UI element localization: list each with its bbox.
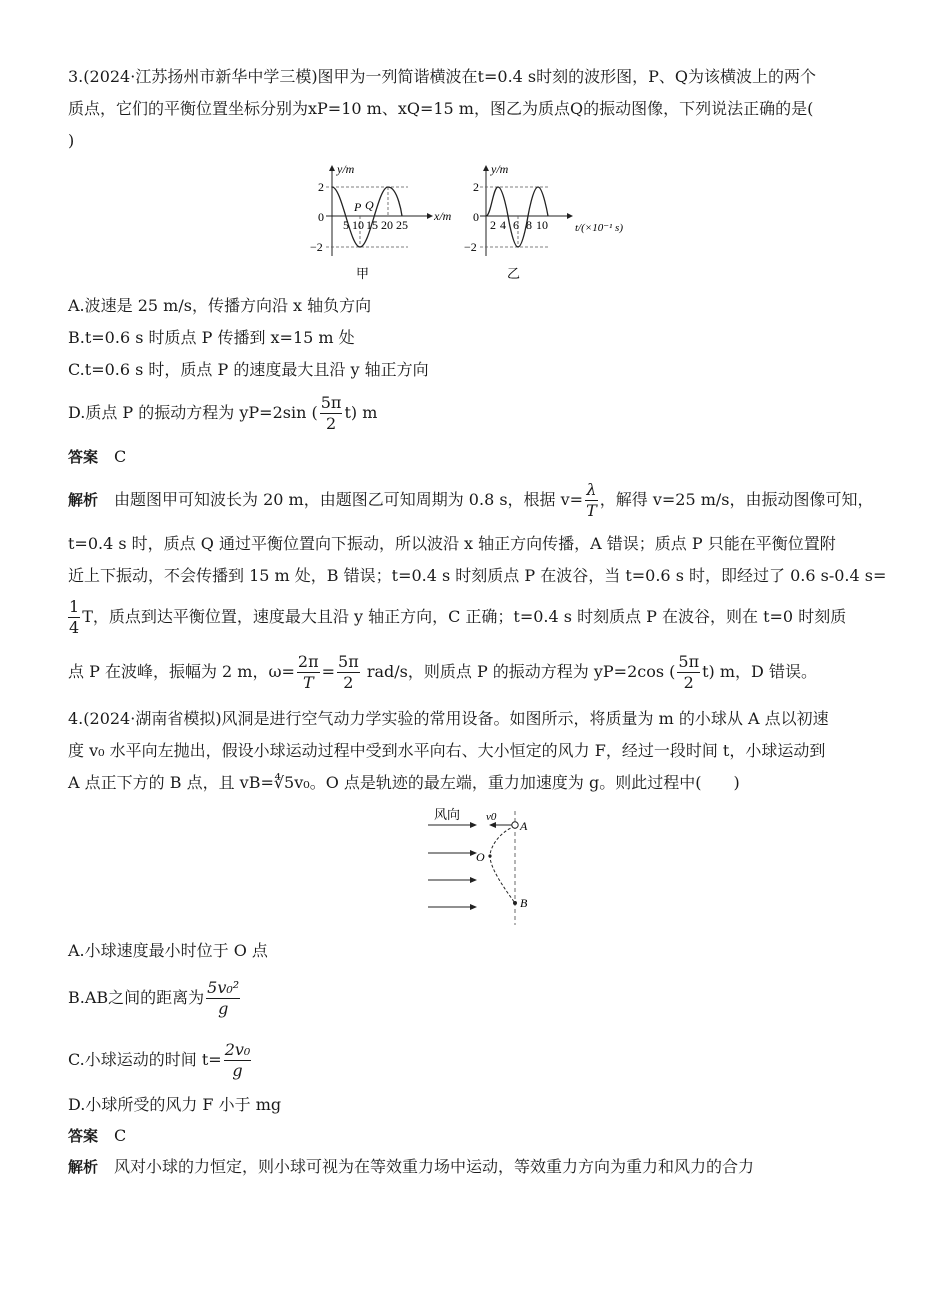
frac-den: T: [302, 673, 314, 692]
q3-option-d-fraction: [320, 393, 343, 434]
q4-analysis: [68, 1156, 754, 1178]
frac-den: T: [586, 501, 597, 520]
q4-stem-line-1: 4.(2024·湖南省模拟)风洞是进行空气动力学实验的常用设备。如图所示，将质量为 m 的小球从 A 点以初速: [68, 709, 829, 728]
q3-analysis-text: T，质点到达平衡位置，速度最大且沿 y 轴正方向，C 正确；t=0.4 s 时刻质点 P 在波谷，则在 t=0 时刻质: [82, 607, 847, 626]
q3-analysis-fraction-lambda: [585, 480, 598, 521]
q3-answer-value: C: [114, 447, 127, 466]
q3-analysis-fraction: [337, 652, 360, 693]
jia-waveform: [332, 187, 402, 247]
yi-waveform: [486, 187, 548, 247]
q3-analysis-text: 点 P 在波峰，振幅为 2 m，ω=: [68, 662, 295, 681]
q4-option-b-fraction: [206, 978, 240, 1019]
q3-analysis-text: t) m，D 错误。: [702, 662, 817, 681]
q3-analysis-fraction: [297, 652, 320, 693]
q4-analysis-label: 解析: [68, 1158, 99, 1176]
ball-trajectory: [490, 826, 515, 903]
point-o-dot: [488, 854, 491, 857]
q4-option-b: [68, 976, 242, 1020]
yi-caption: 乙: [507, 266, 521, 281]
yi-t-tick-4: 4: [500, 218, 506, 232]
q3-stem-line-2: 质点，它们的平衡位置坐标分别为xP=10 m、xQ=15 m，图乙为质点Q的振动图像，下列说法正确的是(: [68, 99, 814, 118]
jia-x-tick-5: 5: [343, 218, 349, 232]
frac-num: 2π: [297, 652, 319, 671]
frac-den: 4: [69, 618, 80, 637]
frac-num: 2v₀: [224, 1040, 251, 1059]
yi-t-label: t/(×10⁻¹ s): [575, 222, 623, 234]
yi-t-tick-2: 2: [490, 218, 496, 232]
frac-num: 1: [69, 597, 80, 616]
q4-figure: [420, 803, 550, 928]
jia-y-tick-neg2: −2: [310, 240, 323, 254]
jia-y-tick-2: 2: [318, 180, 324, 194]
frac-den: 2: [683, 673, 694, 692]
jia-x-tick-25: 25: [396, 218, 408, 232]
q3-analysis-text: ，解得 v=25 m/s，由振动图像可知，: [599, 490, 874, 509]
q4-option-c: [68, 1038, 253, 1082]
q3-analysis-line-1: [68, 480, 874, 521]
q3-option-d: [68, 393, 377, 434]
q4-option-d: D.小球所受的风力 F 小于 mg: [68, 1095, 282, 1114]
q3-option-c: C.t=0.6 s 时，质点 P 的速度最大且沿 y 轴正方向: [68, 360, 429, 379]
q4-answer-label: 答案: [68, 1127, 99, 1145]
q3-analysis-fraction-quarter: [68, 597, 80, 638]
point-a-label: A: [520, 819, 528, 833]
jia-caption: 甲: [356, 266, 370, 281]
ball-at-a: [512, 822, 518, 828]
q4-option-c-prefix: C.小球运动的时间 t=: [68, 1050, 222, 1069]
frac-num: 5v₀²: [207, 978, 240, 997]
q4-option-b-prefix: B.AB之间的距离为: [68, 988, 205, 1007]
q3-analysis-line-3: 近上下振动，不会传播到 15 m 处，B 错误；t=0.4 s 时刻质点 P 在波谷，当 t=0.6 s 时，即经过了 0.6 s-0.4 s=: [68, 566, 887, 585]
frac-num: 5π: [338, 652, 359, 671]
jia-y-tick-0: 0: [318, 210, 324, 224]
q3-analysis-label: 解析: [68, 491, 99, 509]
q3-analysis-line-2: t=0.4 s 时，质点 Q 通过平衡位置向下振动，所以波沿 x 轴正方向传播，A 错误；质点 P 只能在平衡位置附: [68, 534, 836, 553]
point-o-label: O: [476, 850, 485, 864]
point-b-dot: [513, 901, 517, 905]
q3-option-b: B.t=0.6 s 时质点 P 传播到 x=15 m 处: [68, 328, 355, 347]
q4-option-c-fraction: [224, 1040, 252, 1081]
q3-stem-line-1: 3.(2024·江苏扬州市新华中学三模)图甲为一列简谐横波在t=0.4 s时刻的波形图，P、Q为该横波上的两个: [68, 67, 817, 86]
point-b-label: B: [520, 896, 528, 910]
frac-den: g: [232, 1061, 243, 1080]
yi-t-tick-8: 8: [526, 218, 532, 232]
yi-y-tick-0: 0: [473, 210, 479, 224]
jia-x-tick-15: 15: [366, 218, 378, 232]
q3-analysis-text: 由题图甲可知波长为 20 m，由题图乙可知周期为 0.8 s，根据 v=: [114, 490, 584, 509]
q3-analysis-text: rad/s，则质点 P 的振动方程为 yP=2cos (: [361, 662, 676, 681]
yi-t-tick-10: 10: [536, 218, 548, 232]
wind-label: 风向: [434, 807, 461, 822]
jia-y-label: y/m: [337, 162, 355, 176]
q3-analysis-text: =: [321, 662, 336, 681]
jia-x-tick-20: 20: [381, 218, 393, 232]
q3-option-a: A.波速是 25 m/s，传播方向沿 x 轴负方向: [68, 296, 372, 315]
q4-stem-line-3: A 点正下方的 B 点，且 vB=∜5v₀。O 点是轨迹的最左端，重力加速度为 g。则此过程中( ): [68, 773, 740, 792]
v0-label: v0: [486, 811, 497, 823]
frac-den: 2: [325, 414, 337, 433]
q4-analysis-text: 风对小球的力恒定，则小球可视为在等效重力场中运动，等效重力方向为重力和风力的合力: [114, 1157, 755, 1176]
vibration-graph-yi: [464, 162, 623, 281]
q3-analysis-line-4: [68, 597, 846, 638]
wave-graph-jia: [310, 162, 452, 281]
jia-x-tick-10: 10: [352, 218, 364, 232]
yi-y-label: y/m: [491, 162, 509, 176]
frac-num: 5π: [320, 393, 342, 412]
q3-option-d-prefix: D.质点 P 的振动方程为 yP=2sin (: [68, 403, 318, 422]
frac-num: 5π: [678, 652, 700, 671]
q3-analysis-fraction: [677, 652, 700, 693]
q3-analysis-line-5: [68, 652, 817, 693]
frac-den: g: [218, 999, 229, 1018]
point-q-label: Q: [365, 198, 374, 212]
q4-option-a: A.小球速度最小时位于 O 点: [68, 941, 268, 960]
jia-x-label: x/m: [434, 209, 452, 223]
q4-answer-value: C: [114, 1126, 127, 1145]
yi-y-tick-2: 2: [473, 180, 479, 194]
frac-den: 2: [343, 673, 354, 692]
q3-figure: [290, 160, 650, 285]
frac-num: λ: [586, 480, 597, 499]
yi-y-tick-neg2: −2: [464, 240, 477, 254]
q3-option-d-suffix: t) m: [344, 403, 378, 422]
q3-answer-label: 答案: [68, 448, 99, 466]
q4-answer: [68, 1125, 126, 1147]
yi-t-tick-6: 6: [513, 218, 519, 232]
point-p-label: P: [354, 200, 362, 214]
q4-stem-line-2: 度 v₀ 水平向左抛出，假设小球运动过程中受到水平向右、大小恒定的风力 F，经过一段时间 t，小球运动到: [68, 741, 826, 760]
q3-answer: [68, 446, 126, 468]
q3-stem-line-3: ): [68, 131, 75, 150]
